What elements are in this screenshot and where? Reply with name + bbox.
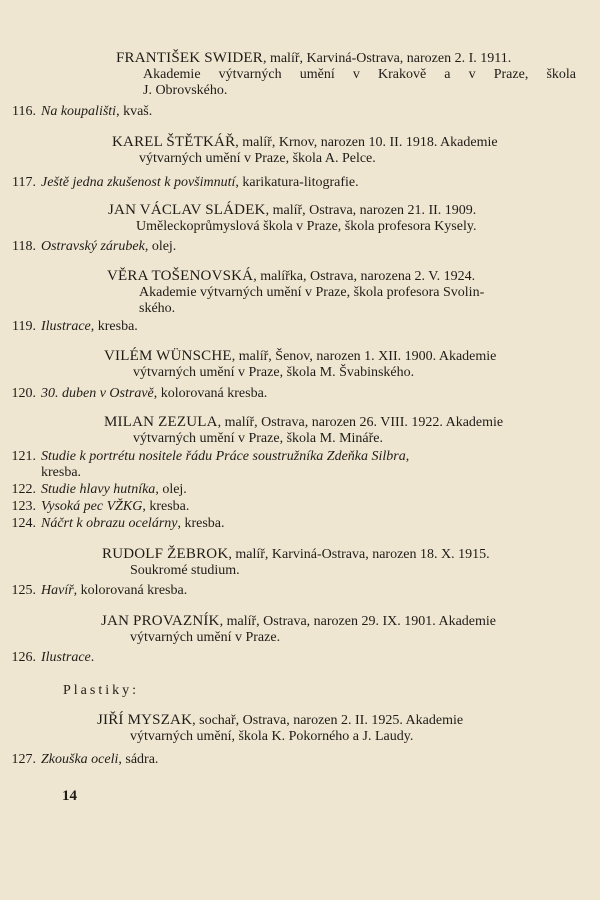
artist-name: FRANTIŠEK SWIDER [116,50,263,66]
artist-name: VĚRA TOŠENOVSKÁ [107,268,254,284]
artist-details-line: výtvarných umění v Praze, škola M. Mináře. [133,431,383,446]
work-item [0,583,600,599]
artist-details: , malíř, Ostrava, narozen 29. IX. 1901. Akademie [219,614,497,629]
artist-entry [0,414,600,447]
artist-details-line: ského. [139,301,176,316]
work-title: Náčrt k obrazu ocelárny [41,516,178,531]
work-item [0,752,600,768]
artist-details: , malíř, Ostrava, narozen 21. II. 1909. [265,203,477,218]
artist-name: MILAN ZEZULA [104,414,218,430]
work-number: 126. [11,650,36,665]
work-title: Studie hlavy hutníka [41,482,156,497]
artist-name: RUDOLF ŽEBROK [102,546,229,562]
work-number: 127. [11,752,36,767]
section-heading: Plastiky: [63,683,140,698]
artist-entry [0,546,600,579]
work-item-continuation [0,465,600,481]
work-title: Ještě jedna zkušenost k povšimnutí [41,175,236,190]
work-item [0,650,600,666]
work-number: 121. [11,449,36,464]
artist-details-line: výtvarných umění v Praze. [130,630,281,645]
work-title: Ostravský zárubek [41,239,145,254]
artist-name: JIŘÍ MYSZAK [97,712,193,728]
work-medium: , kresba. [142,499,190,514]
artist-details-line: J. Obrovského. [143,83,228,98]
work-number: 124. [11,516,36,531]
artist-entry [0,613,600,646]
artist-entry [0,268,600,317]
artist-details: , malířka, Ostrava, narozena 2. V. 1924. [253,269,476,284]
work-number: 119. [12,319,36,334]
artist-entry [0,134,600,167]
artist-entry [0,348,600,381]
work-item [0,449,600,465]
work-title: Ilustrace [41,319,91,334]
work-title: Havíř [41,583,74,598]
artist-name: JAN PROVAZNÍK [101,613,220,629]
work-item [0,319,600,335]
artist-details: , malíř, Ostrava, narozen 26. VIII. 1922. Akademie [217,415,504,430]
artist-details-line: výtvarných umění v Praze, škola A. Pelce. [139,151,376,166]
artist-entry [0,50,600,99]
work-medium: , kresba. [177,516,225,531]
work-medium: , kvaš. [116,104,153,119]
artist-name: KAREL ŠTĚTKÁŘ [112,134,236,150]
page-number: 14 [62,788,77,804]
work-item [0,499,600,515]
work-number: 116. [12,104,36,119]
artist-details-line: výtvarných umění v Praze, škola M. Švabinského. [133,365,415,380]
work-title: Zkouška oceli [41,752,119,767]
work-number: 117. [12,175,36,190]
work-medium: , kolorovaná kresba. [73,583,188,598]
work-number: 122. [11,482,36,497]
artist-details: , sochař, Ostrava, narozen 2. II. 1925. Akademie [192,713,464,728]
artist-details-line: Akademie výtvarných umění v Praze, škola profesora Svolin- [139,285,485,300]
artist-details: , malíř, Karviná-Ostrava, narozen 18. X. 1915. [228,547,490,562]
work-medium: , kolorovaná kresba. [153,386,268,401]
artist-name: VILÉM WÜNSCHE [104,348,232,364]
work-item [0,175,600,191]
work-medium: . [90,650,95,665]
work-medium: , kresba. [90,319,138,334]
work-medium: , [405,449,410,464]
work-medium: kresba. [41,465,82,480]
artist-details-line: výtvarných umění, škola K. Pokorného a J. Laudy. [130,729,414,744]
work-number: 118. [12,239,36,254]
work-title: Ilustrace [41,650,91,665]
artist-details: , malíř, Krnov, narozen 10. II. 1918. Akademie [235,135,498,150]
work-title: Studie k portrétu nositele řádu Práce soustružníka Zdeňka Silbra [41,449,406,464]
work-title: Vysoká pec VŽKG [41,499,143,514]
artist-details: , malíř, Karviná-Ostrava, narozen 2. I. 1911. [262,51,512,66]
work-medium: , karikatura-litografie. [235,175,359,190]
work-item [0,104,600,120]
artist-entry [0,712,600,745]
work-title: Na koupališti [41,104,117,119]
artist-details-line: Akademie výtvarných umění v Krakově a v Praze, škola [143,67,576,82]
work-item [0,516,600,532]
work-number: 123. [11,499,36,514]
artist-name: JAN VÁCLAV SLÁDEK [108,202,266,218]
work-item [0,482,600,498]
work-medium: , olej. [155,482,187,497]
artist-entry [0,202,600,235]
work-medium: , olej. [144,239,177,254]
artist-details: , malíř, Šenov, narozen 1. XII. 1900. Akademie [231,349,497,364]
work-item [0,239,600,255]
artist-details-line: Soukromé studium. [130,563,240,578]
work-medium: , sádra. [118,752,159,767]
work-item [0,386,600,402]
artist-details-line: Uměleckoprůmyslová škola v Praze, škola profesora Kysely. [136,219,477,234]
work-title: 30. duben v Ostravě [41,386,154,401]
work-number: 125. [11,583,36,598]
work-number: 120. [11,386,36,401]
